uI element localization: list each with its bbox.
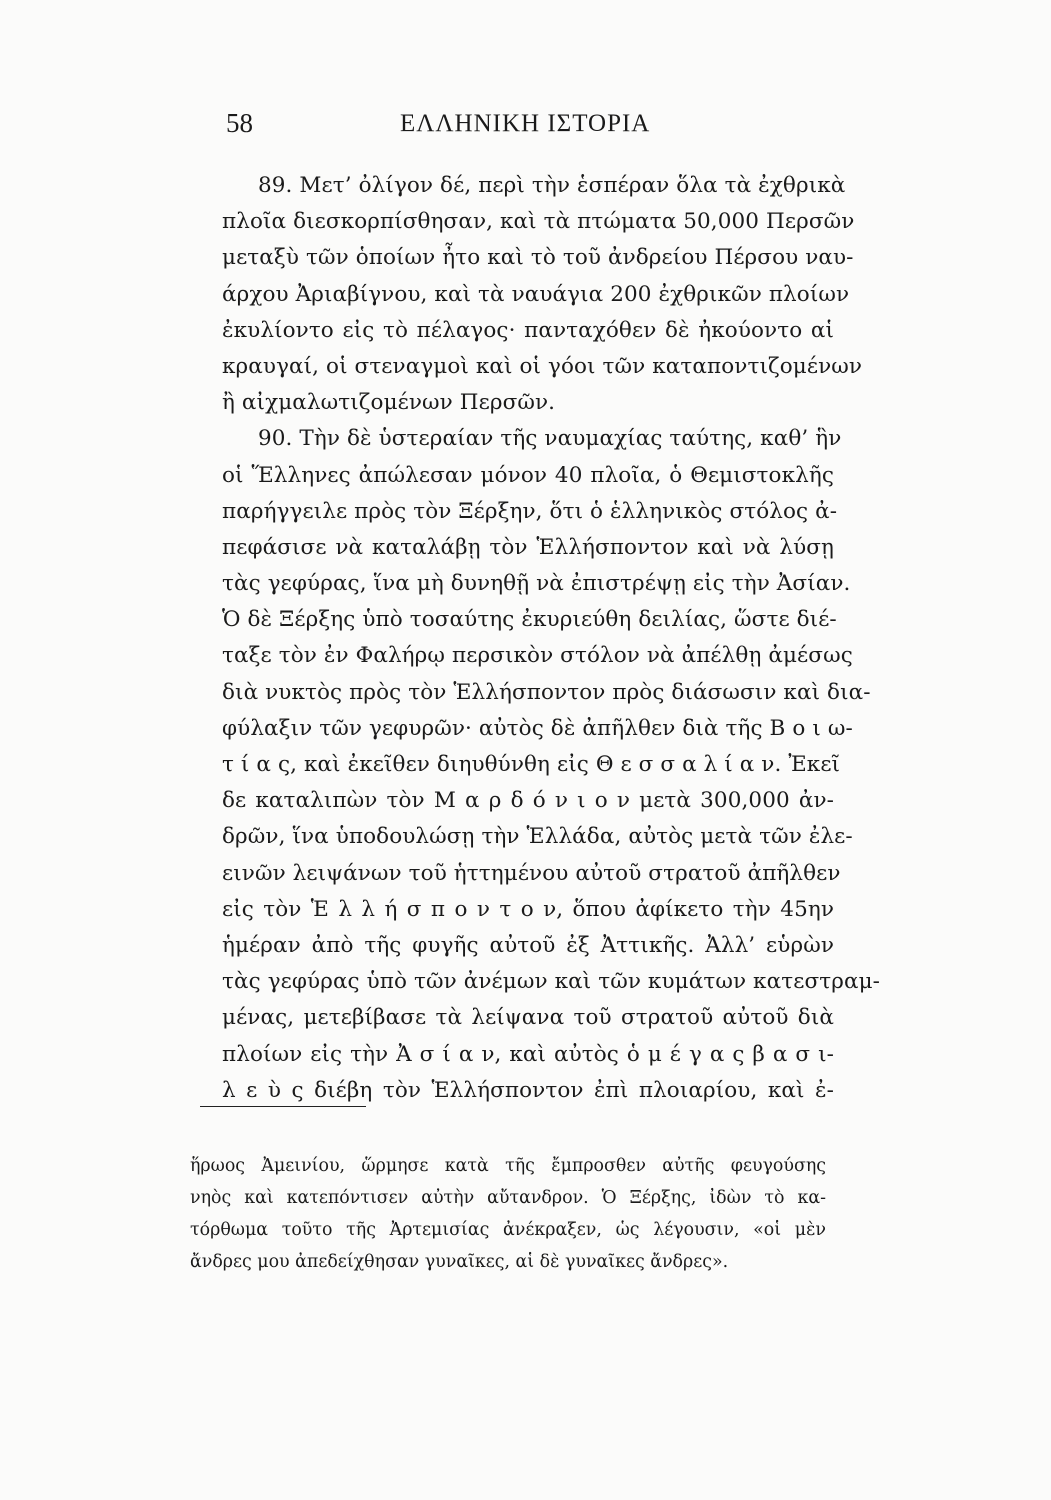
- paragraph-89: [222, 168, 863, 421]
- text-line: τὰς γεφύρας, ἵνα μὴ δυνηθῇ νὰ ἐπιστρέψῃ εἰς τὴν Ἀσίαν.: [222, 571, 851, 597]
- text-line: δρῶν, ἵνα ὑποδουλώσῃ τὴν Ἑλλάδα, αὐτὸς μετὰ τῶν ἐλε-: [222, 824, 853, 850]
- text-line: οἱ Ἕλληνες ἀπώλεσαν μόνον 40 πλοῖα, ὁ Θεμιστοκλῆς: [222, 462, 834, 488]
- running-title: ΕΛΛΗΝΙΚΗ ΙΣΤΟΡΙΑ: [400, 110, 651, 137]
- text-line: ἐκυλίοντο εἰς τὸ πέλαγος· πανταχόθεν δὲ ἠκούοντο αἱ: [222, 317, 834, 343]
- text-line: ἢ αἰχμαλωτιζομένων Περσῶν.: [222, 390, 556, 416]
- footnote-line: ἥρωος Ἀμεινίου, ὥρμησε κατὰ τῆς ἔμπροσθεν αὐτῆς φευγούσης: [190, 1156, 826, 1176]
- text-line: Ὁ δὲ Ξέρξης ὑπὸ τοσαύτης ἐκυριεύθη δειλίας, ὥστε διέ-: [222, 607, 837, 633]
- paragraph-90: [222, 421, 881, 1109]
- text-line: τὰς γεφύρας ὑπὸ τῶν ἀνέμων καὶ τῶν κυμάτων κατεστραμ-: [222, 969, 881, 995]
- footnote-line: τόρθωμα τοῦτο τῆς Ἀρτεμισίας ἀνέκραξεν, ὡς λέγουσιν, «οἱ μὲν: [190, 1220, 826, 1240]
- text-line: μεταξὺ τῶν ὁποίων ἦτο καὶ τὸ τοῦ ἀνδρείου Πέρσου ναυ-: [222, 245, 854, 271]
- footnote-divider: [200, 1106, 366, 1107]
- text-line: πλοίων εἰς τὴν Ἀ σ ί α ν, καὶ αὐτὸς ὁ μ έ γ α ς β α σ ι-: [222, 1041, 834, 1067]
- text-line: μένας, μετεβίβασε τὰ λείψανα τοῦ στρατοῦ αὐτοῦ διὰ: [222, 1005, 834, 1031]
- text-line: δε καταλιπὼν τὸν Μ α ρ δ ό ν ι ο ν μετὰ 300,000 ἀν-: [222, 788, 834, 814]
- text-line: ἡμέραν ἀπὸ τῆς φυγῆς αὐτοῦ ἐξ Ἀττικῆς. Ἀλλ’ εὑρὼν: [222, 932, 834, 958]
- text-line: εἰς τὸν Ἑ λ λ ή σ π ο ν τ ο ν, ὅπου ἀφίκετο τὴν 45ην: [222, 896, 834, 922]
- text-line: 90. Τὴν δὲ ὑστεραίαν τῆς ναυμαχίας ταύτης, καθ’ ἣν: [258, 426, 842, 452]
- text-line: εινῶν λειψάνων τοῦ ἡττημένου αὐτοῦ στρατοῦ ἀπῆλθεν: [222, 860, 841, 886]
- footnote-line: ἄνδρες μου ἀπεδείχθησαν γυναῖκες, αἱ δὲ γυναῖκες ἄνδρες».: [190, 1252, 729, 1272]
- page-header: [222, 108, 834, 148]
- text-line: πεφάσισε νὰ καταλάβῃ τὸν Ἑλλήσποντον καὶ νὰ λύσῃ: [222, 534, 834, 560]
- page-number: 58: [226, 108, 253, 138]
- footnote: [190, 1150, 826, 1278]
- text-line: τ ί α ς, καὶ ἐκεῖθεν διηυθύνθη εἰς Θ ε σ σ α λ ί α ν. Ἐκεῖ: [222, 752, 841, 777]
- text-line: 89. Μετ’ ὀλίγον δέ, περὶ τὴν ἑσπέραν ὅλα τὰ ἐχθρικὰ: [258, 173, 846, 198]
- text-line: διὰ νυκτὸς πρὸς τὸν Ἑλλήσποντον πρὸς διάσωσιν καὶ δια-: [222, 679, 871, 705]
- text-line: ταξε τὸν ἐν Φαλήρῳ περσικὸν στόλον νὰ ἀπέλθῃ ἀμέσως: [222, 643, 853, 669]
- text-line: παρήγγειλε πρὸς τὸν Ξέρξην, ὅτι ὁ ἑλληνικὸς στόλος ἀ-: [222, 498, 838, 524]
- footnote-line: νηὸς καὶ κατεπόντισεν αὐτὴν αὔτανδρον. Ὁ Ξέρξης, ἰδὼν τὸ κα-: [190, 1188, 826, 1208]
- text-line: κραυγαί, οἱ στεναγμοὶ καὶ οἱ γόοι τῶν καταποντιζομένων: [222, 353, 863, 379]
- text-line: φύλαξιν τῶν γεφυρῶν· αὐτὸς δὲ ἀπῆλθεν διὰ τῆς Β ο ι ω-: [222, 715, 853, 741]
- text-line: άρχου Ἀριαβίγνου, καὶ τὰ ναυάγια 200 ἐχθρικῶν πλοίων: [222, 281, 850, 307]
- text-line: πλοῖα διεσκορπίσθησαν, καὶ τὰ πτώματα 50,000 Περσῶν: [222, 209, 855, 235]
- body-text: [222, 168, 881, 1109]
- text-line: λ ε ὺ ς διέβη τὸν Ἑλλήσποντον ἐπὶ πλοιαρίου, καὶ ἐ-: [222, 1077, 834, 1103]
